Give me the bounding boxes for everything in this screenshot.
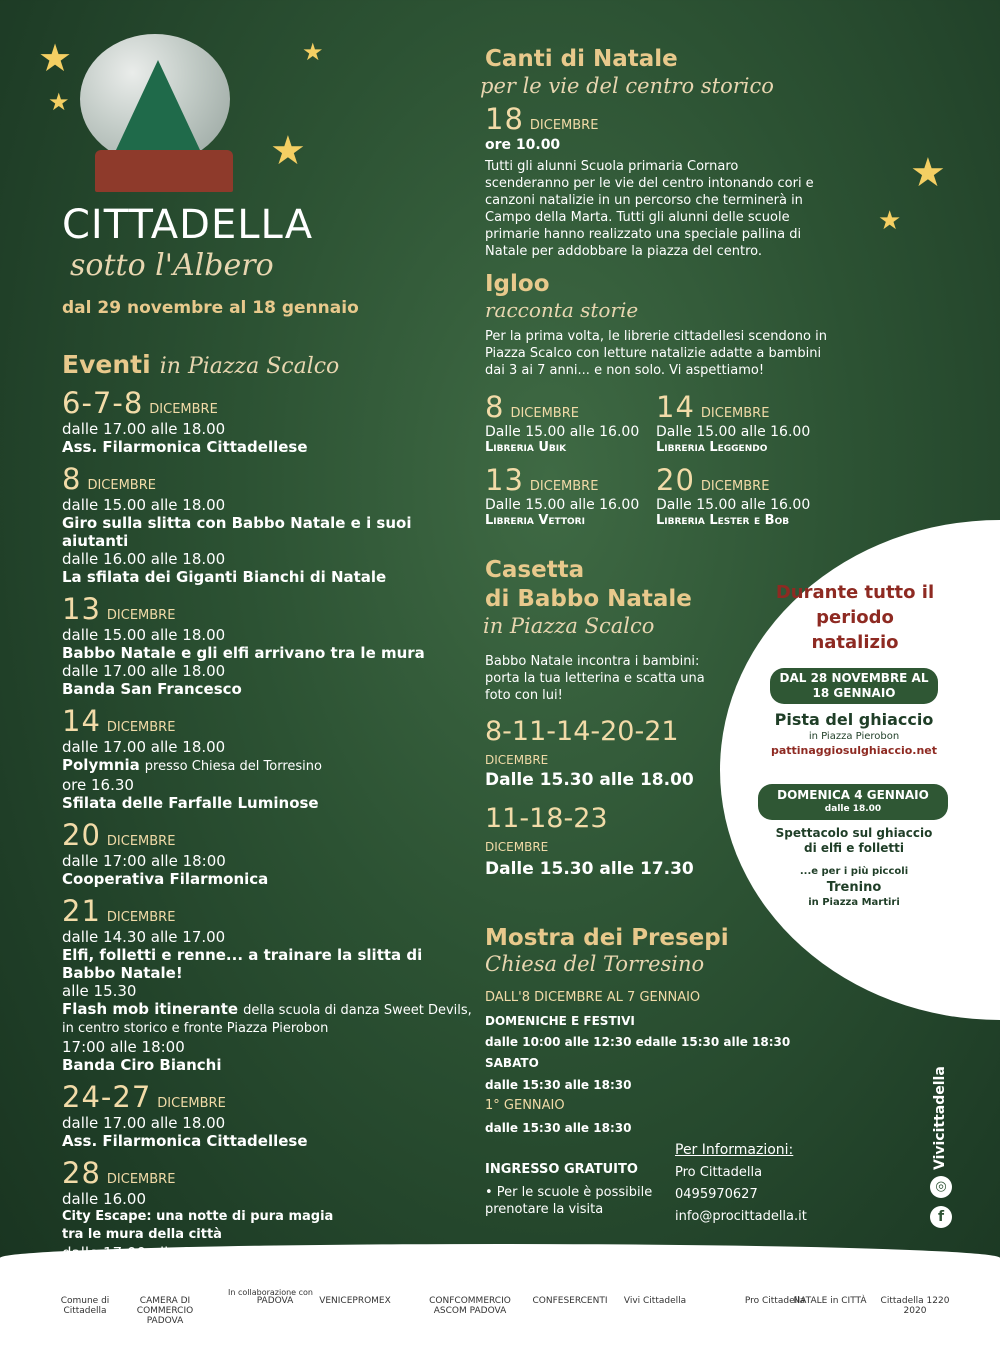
date-range: dal 29 novembre al 18 gennaio	[62, 298, 359, 318]
trenino-title: Trenino	[826, 880, 882, 895]
mostra-l1: DOMENICHE E FESTIVI	[485, 1014, 635, 1028]
event-day: 28 DICEMBRE dalle 16.00 City Escape: una notte di pura magia tra le mura della città	[62, 1156, 472, 1280]
event-line: Giro sulla slitta con Babbo Natale e i suoi aiutanti	[62, 514, 412, 550]
star-icon: ★	[302, 38, 324, 66]
event-line: dalle 17.00 alle 18.00	[62, 738, 226, 756]
event-line: dalle 17.00 alle 18.00	[62, 662, 226, 680]
casetta-month-2: DICEMBRE	[485, 840, 549, 854]
casetta-time-1: Dalle 15.30 alle 18.00	[485, 770, 694, 790]
info-phone[interactable]: 0495970627	[675, 1187, 758, 1202]
star-icon: ★	[270, 128, 306, 174]
page-subtitle: sotto l'Albero	[70, 248, 274, 283]
canti-text: Tutti gli alunni Scuola primaria Cornaro scenderanno per le vie del centro intonando cori e canzoni natalizie in un percorso che terminerà in Campo della Marta. Tutti gli alunni delle scuole primarie hanno realizzato una speciale pallina di Natale per addobbare la piazza del centro.	[485, 159, 814, 259]
event-day: 20 DICEMBRE dalle 17:00 alle 18:00 Cooperativa Filarmonica	[62, 818, 472, 888]
star-icon: ★	[48, 88, 70, 116]
mostra-script: Chiesa del Torresino	[485, 952, 705, 976]
event-line: Cooperativa Filarmonica	[62, 870, 269, 888]
star-icon: ★	[38, 36, 73, 80]
event-day: 13 DICEMBRE dalle 15.00 alle 18.00 Babbo Natale e gli elfi arrivano tra le mura dalle 17.00 alle 18.00 Banda San Francesco	[62, 592, 472, 698]
event-line: ore 16.30	[62, 776, 134, 794]
sponsor-logo: CONFESERCENTI	[532, 1296, 608, 1306]
trenino-where: in Piazza Martiri	[808, 897, 900, 908]
mostra-l3: SABATO	[485, 1056, 539, 1070]
event-line: Polymnia presso Chiesa del Torresino	[62, 756, 322, 774]
event-line: dalle 15.00 alle 18.00	[62, 496, 226, 514]
mostra-range: DALL'8 DICEMBRE AL 7 GENNAIO	[485, 990, 701, 1005]
event-day: 24-27 DICEMBRE dalle 17.00 alle 18.00 Ass. Filarmonica Cittadellese	[62, 1080, 472, 1150]
info-org: Pro Cittadella	[675, 1165, 763, 1180]
info-title: Per Informazioni:	[675, 1142, 794, 1158]
casetta-time-2: Dalle 15.30 alle 17.30	[485, 859, 694, 879]
periodo-title: Durante tutto il periodo natalizio	[775, 582, 935, 653]
canti-script: per le vie del centro storico	[480, 74, 774, 98]
footer-logos	[40, 1278, 960, 1358]
sponsor-logo: Pro Cittadella	[744, 1296, 806, 1306]
event-line: in centro storico e fronte Piazza Pierobon	[62, 1021, 329, 1036]
instagram-icon[interactable]: ◎	[930, 1176, 952, 1198]
igloo-date: 20 DICEMBRE Dalle 15.00 alle 16.00 Libreria Lester e Bob	[656, 463, 811, 528]
canti-date: 18 DICEMBRE	[485, 102, 599, 136]
event-line: dalle 15.00 alle 18.00	[62, 626, 226, 644]
sponsor-logo: PADOVA	[256, 1296, 294, 1306]
event-day: 14 DICEMBRE dalle 17.00 alle 18.00 Polymnia presso Chiesa del Torresino ore 16.30 Sfilata delle Farfalle Luminose	[62, 704, 472, 812]
igloo-script: racconta storie	[485, 298, 639, 322]
event-line: tra le mura della città	[62, 1227, 222, 1242]
show-text: Spettacolo sul ghiaccio di elfi e folletti	[775, 826, 933, 855]
casetta-days-2: 11-18-23	[485, 803, 608, 834]
events-list	[62, 386, 472, 1286]
pill-domenica: DOMENICA 4 GENNAIO dalle 18.00	[758, 784, 948, 820]
event-day: 6-7-8 DICEMBRE dalle 17.00 alle 18.00 Ass. Filarmonica Cittadellese	[62, 386, 472, 456]
event-line: dalle 17:00 alle 18:00	[62, 852, 226, 870]
event-line: Flash mob itinerante della scuola di danza Sweet Devils,	[62, 1000, 472, 1018]
event-line: Ass. Filarmonica Cittadellese	[62, 438, 308, 456]
canti-title: Canti di Natale	[485, 46, 678, 72]
pista-where: in Piazza Pierobon	[808, 731, 900, 742]
event-line: La sfilata dei Giganti Bianchi di Natale	[62, 568, 387, 586]
event-line: Elfi, folletti e renne... a trainare la slitta di Babbo Natale!	[62, 946, 423, 982]
event-day: 21 DICEMBRE dalle 14.30 alle 17.00 Elfi, folletti e renne... a trainare la slitta di Babbo Natale! alle 15.30 Flash mob itinerante della scuola di danza Sweet Devils, in centro storico e fronte Piazza Pierobon 17:00 alle 18:00 Banda Ciro Bianchi	[62, 894, 472, 1074]
event-line: dalle 16.00	[62, 1190, 146, 1208]
event-day: 8 DICEMBRE dalle 15.00 alle 18.00 Giro sulla slitta con Babbo Natale e i suoi aiutanti dalle 16.00 alle 18.00 La sfilata dei Giganti Bianchi di Natale	[62, 462, 472, 586]
event-line: dalle 17.00 alle 18.00	[62, 420, 226, 438]
casetta-days-1: 8-11-14-20-21	[485, 716, 679, 747]
igloo-text: Per la prima volta, le librerie cittadellesi scendono in Piazza Scalco con letture natalizie adatte a bambini dai 3 ai 7 anni... e non solo. Vi aspettiamo!	[485, 329, 827, 378]
sponsor-logo: Comune di Cittadella	[60, 1296, 110, 1316]
eventi-heading: Eventi in Piazza Scalco	[62, 350, 340, 379]
event-line: Banda San Francesco	[62, 680, 242, 698]
event-line: Sfilata delle Farfalle Luminose	[62, 794, 319, 812]
star-icon: ★	[878, 206, 902, 236]
collab-label: In collaborazione con	[228, 1288, 313, 1297]
sponsor-logo: CAMERA DI COMMERCIO PADOVA	[136, 1296, 194, 1326]
igloo-date: 8 DICEMBRE Dalle 15.00 alle 16.00 Libreria Ubik	[485, 390, 640, 455]
ingresso-gratuito: INGRESSO GRATUITO	[485, 1162, 638, 1177]
event-line: Banda Ciro Bianchi	[62, 1056, 222, 1074]
mostra-l4: dalle 15:30 alle 18:30	[485, 1078, 632, 1092]
sponsor-logo: CONFCOMMERCIO ASCOM PADOVA	[429, 1296, 511, 1316]
igloo-date: 13 DICEMBRE Dalle 15.00 alle 16.00 Libreria Vettori	[485, 463, 640, 528]
snow-globe-base	[95, 150, 233, 192]
piccoli-text: ...e per i più piccoli	[799, 866, 909, 877]
pista-title: Pista del ghiaccio	[774, 710, 934, 729]
mostra-l2: dalle 10:00 alle 12:30 edalle 15:30 alle 18:30	[485, 1035, 791, 1049]
mostra-note: • Per le scuole è possibile prenotare la visita	[485, 1185, 653, 1217]
info-email[interactable]: info@procittadella.it	[675, 1209, 807, 1224]
casetta-script: in Piazza Scalco	[483, 614, 655, 638]
sponsor-logo: VENICEPROMEX	[319, 1296, 391, 1306]
sponsor-logo: Cittadella 1220 2020	[880, 1296, 950, 1316]
event-line: alle 15.30	[62, 982, 137, 1000]
casetta-title: Casetta di Babbo Natale	[485, 557, 692, 612]
event-line: Babbo Natale e gli elfi arrivano tra le mura	[62, 644, 425, 662]
event-line: City Escape: una notte di pura magia	[62, 1209, 334, 1224]
page-title: CITTADELLA	[62, 202, 314, 248]
casetta-text: Babbo Natale incontra i bambini: porta la tua letterina e scatta una foto con lui!	[485, 654, 705, 703]
event-line: 17:00 alle 18:00	[62, 1038, 185, 1056]
sponsor-logo: NATALE in CITTÀ	[793, 1296, 867, 1306]
event-line: dalle 16.00 alle 18.00	[62, 550, 226, 568]
igloo-date: 14 DICEMBRE Dalle 15.00 alle 16.00 Libreria Leggendo	[656, 390, 811, 455]
pill-date-range: DAL 28 NOVEMBRE AL 18 GENNAIO	[770, 668, 938, 704]
casetta-month-1: DICEMBRE	[485, 753, 549, 767]
mostra-l5: 1° GENNAIO	[485, 1098, 565, 1113]
canti-time: ore 10.00	[485, 137, 561, 153]
social-handle[interactable]: Vivicittadella	[932, 1066, 948, 1170]
sponsor-logo: Vivi Cittadella	[623, 1296, 687, 1306]
igloo-title: Igloo	[485, 271, 550, 297]
mostra-l6: dalle 15:30 alle 18:30	[485, 1121, 632, 1135]
star-icon: ★	[910, 150, 946, 196]
mostra-title: Mostra dei Presepi	[485, 925, 729, 951]
event-line: Ass. Filarmonica Cittadellese	[62, 1132, 308, 1150]
event-line: dalle 17.00 alle 18.00	[62, 1114, 226, 1132]
christmas-tree-icon	[116, 60, 200, 150]
pista-web[interactable]: pattinaggiosulghiaccio.net	[770, 744, 938, 757]
event-line: dalle 14.30 alle 17.00	[62, 928, 226, 946]
facebook-icon[interactable]: f	[930, 1206, 952, 1228]
